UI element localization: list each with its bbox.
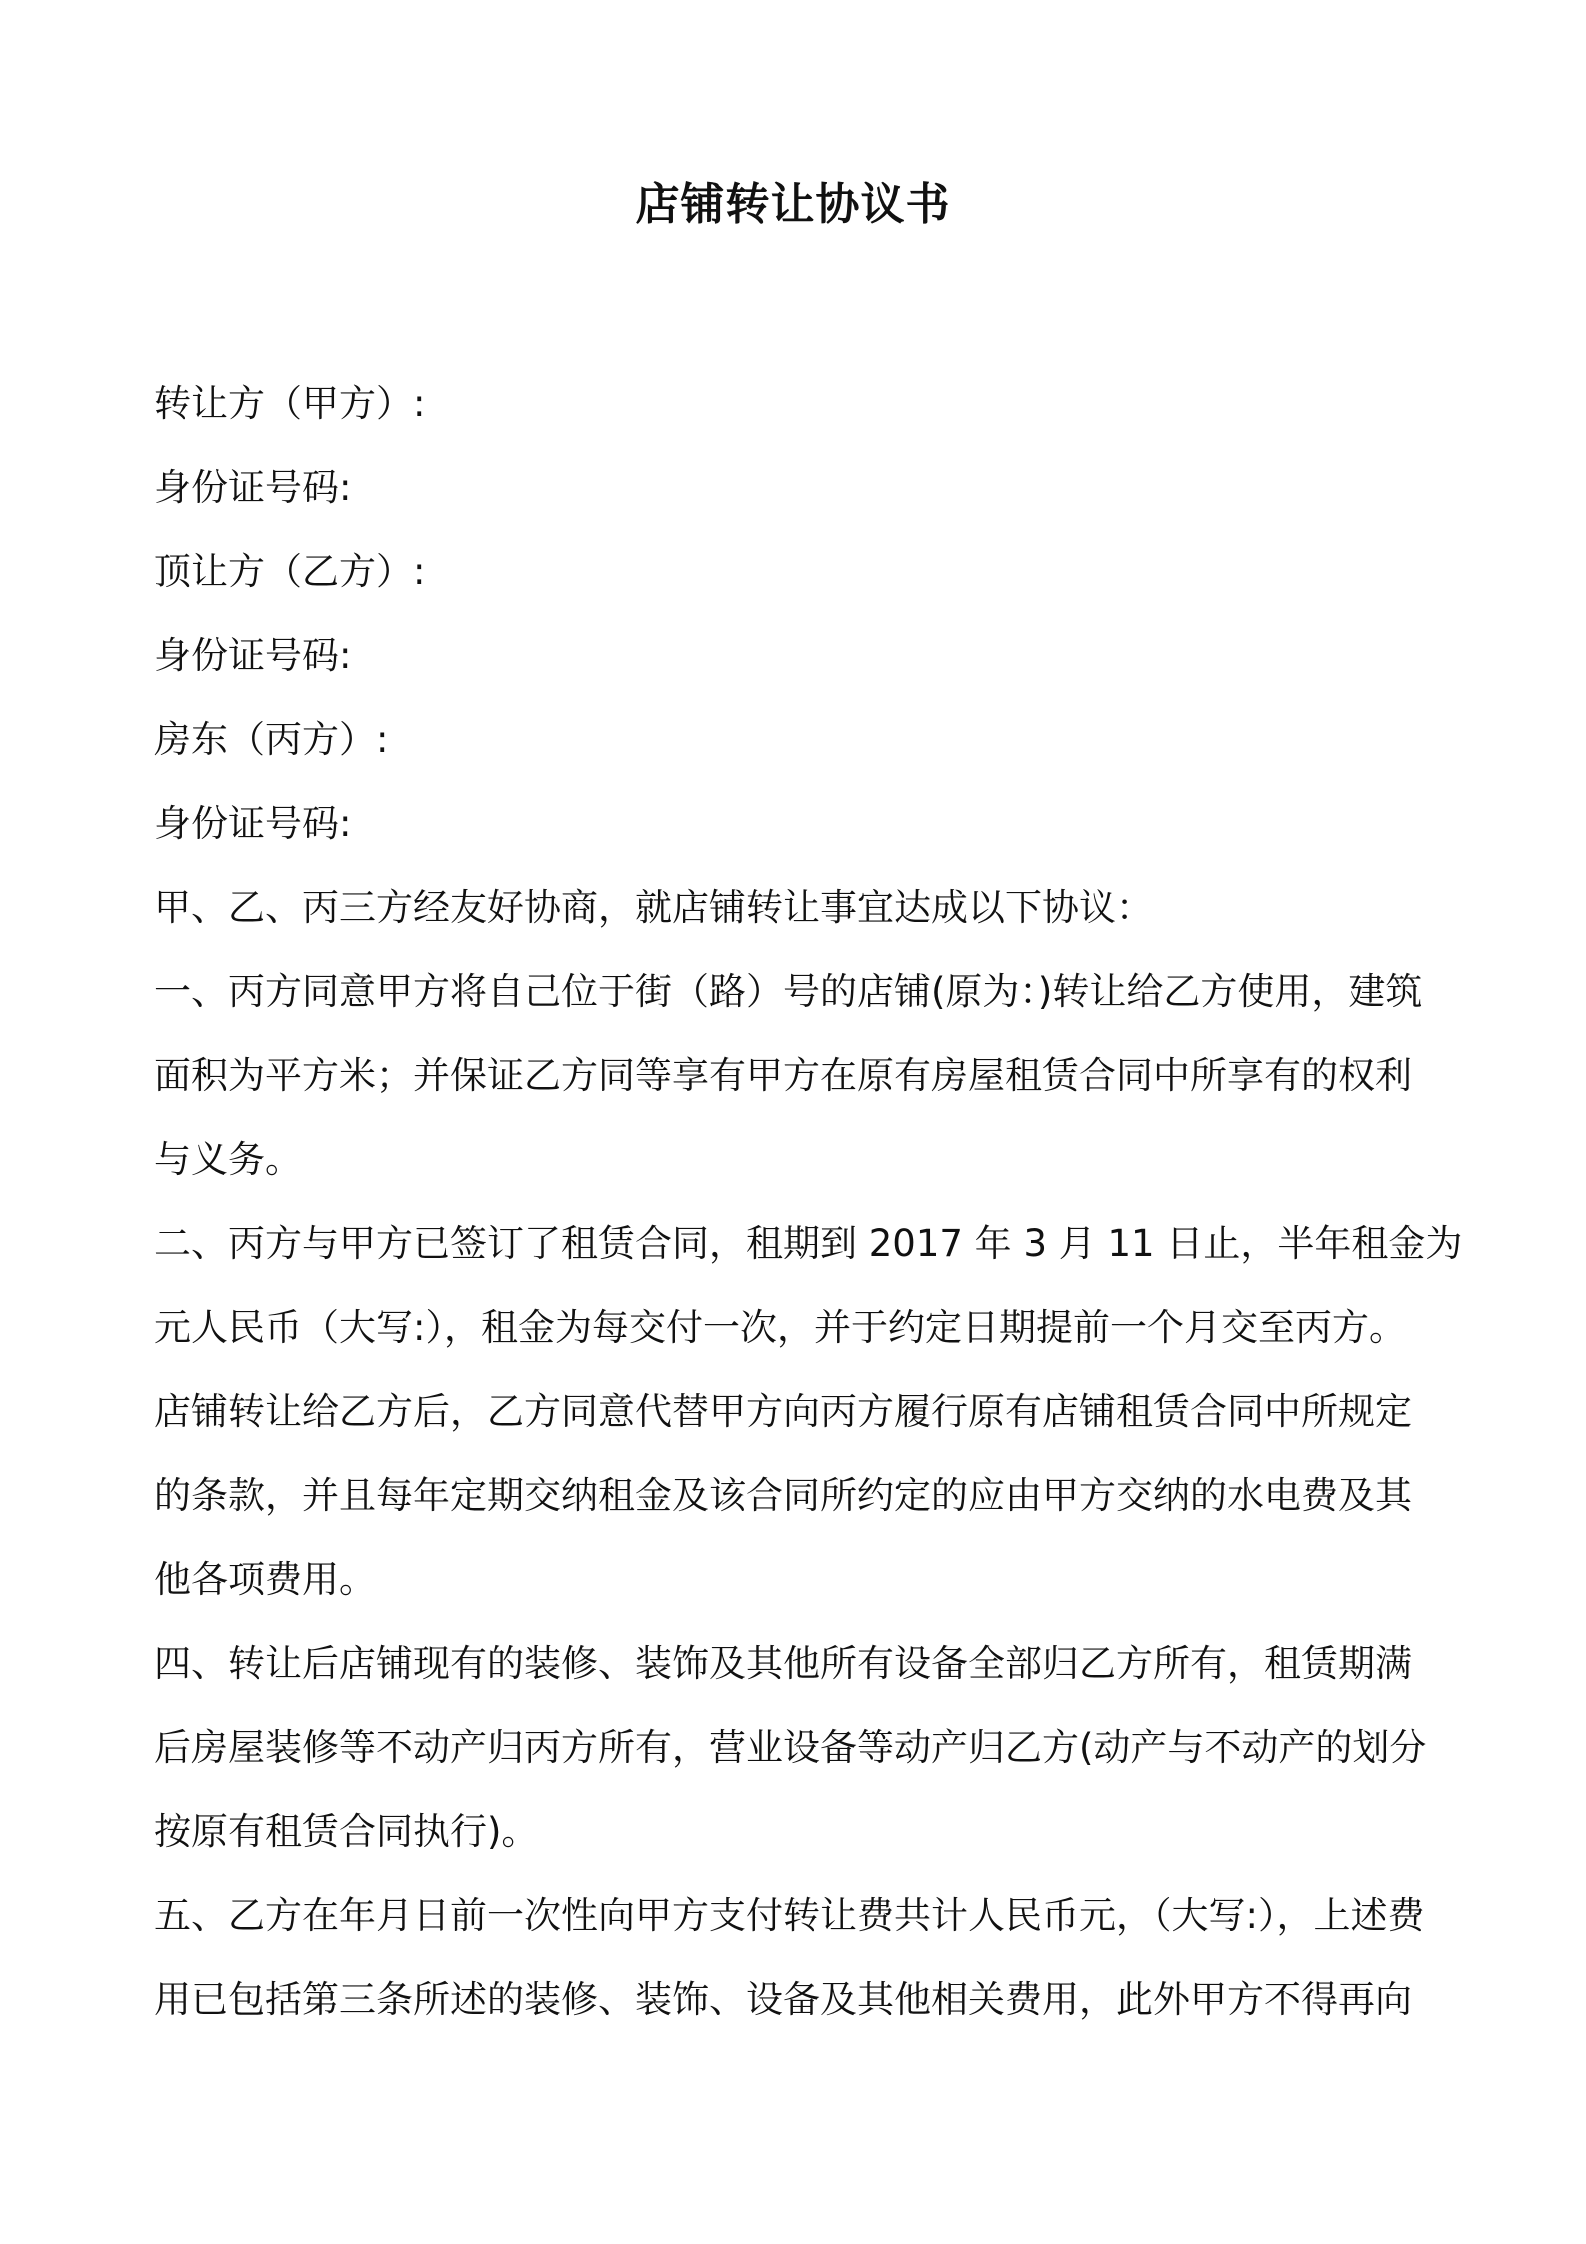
party-transferor-id-line: 身份证号码: [154, 466, 352, 509]
clause-1-line-3: 与义务。 [154, 1138, 302, 1181]
clause-4-line-1: 四、转让后店铺现有的装修、装饰及其他所有设备全部归乙方所有，租赁期满 [154, 1642, 1412, 1685]
clause-1-line-2: 面积为平方米；并保证乙方同等享有甲方在原有房屋租赁合同中所享有的权利 [154, 1054, 1412, 1097]
clause-5-line-2: 用已包括第三条所述的装修、装饰、设备及其他相关费用，此外甲方不得再向 [154, 1978, 1412, 2021]
clause-2-line-1: 二、丙方与甲方已签订了租赁合同，租期到 2017 年 3 月 11 日止，半年租金为 [154, 1222, 1463, 1265]
clause-2-line-3: 店铺转让给乙方后，乙方同意代替甲方向丙方履行原有店铺租赁合同中所规定 [154, 1390, 1412, 1433]
document-body [154, 362, 1463, 2042]
clause-4-line-2: 后房屋装修等不动产归丙方所有，营业设备等动产归乙方(动产与不动产的划分 [154, 1726, 1427, 1769]
party-landlord-line: 房东（丙方）: [154, 718, 389, 761]
agreement-intro: 甲、乙、丙三方经友好协商，就店铺转让事宜达成以下协议： [154, 886, 1153, 929]
clause-2-line-2: 元人民币（大写:），租金为每交付一次，并于约定日期提前一个月交至丙方。 [154, 1306, 1406, 1349]
clause-5-line-1: 五、乙方在年月日前一次性向甲方支付转让费共计人民币元，（大写:），上述费 [154, 1894, 1425, 1937]
clause-4-line-3: 按原有租赁合同执行)。 [154, 1810, 539, 1853]
clause-2-line-4: 的条款，并且每年定期交纳租金及该合同所约定的应由甲方交纳的水电费及其 [154, 1474, 1412, 1517]
party-transferee-id-line: 身份证号码: [154, 634, 352, 677]
party-transferor-line: 转让方（甲方）: [154, 382, 426, 425]
clause-1-line-1: 一、丙方同意甲方将自己位于街（路）号的店铺(原为：)转让给乙方使用，建筑 [154, 970, 1423, 1013]
document-title: 店铺转让协议书 [635, 179, 951, 230]
party-landlord-id-line: 身份证号码: [154, 802, 352, 845]
clause-2-line-5: 他各项费用。 [154, 1558, 376, 1601]
party-transferee-line: 顶让方（乙方）: [154, 550, 426, 593]
